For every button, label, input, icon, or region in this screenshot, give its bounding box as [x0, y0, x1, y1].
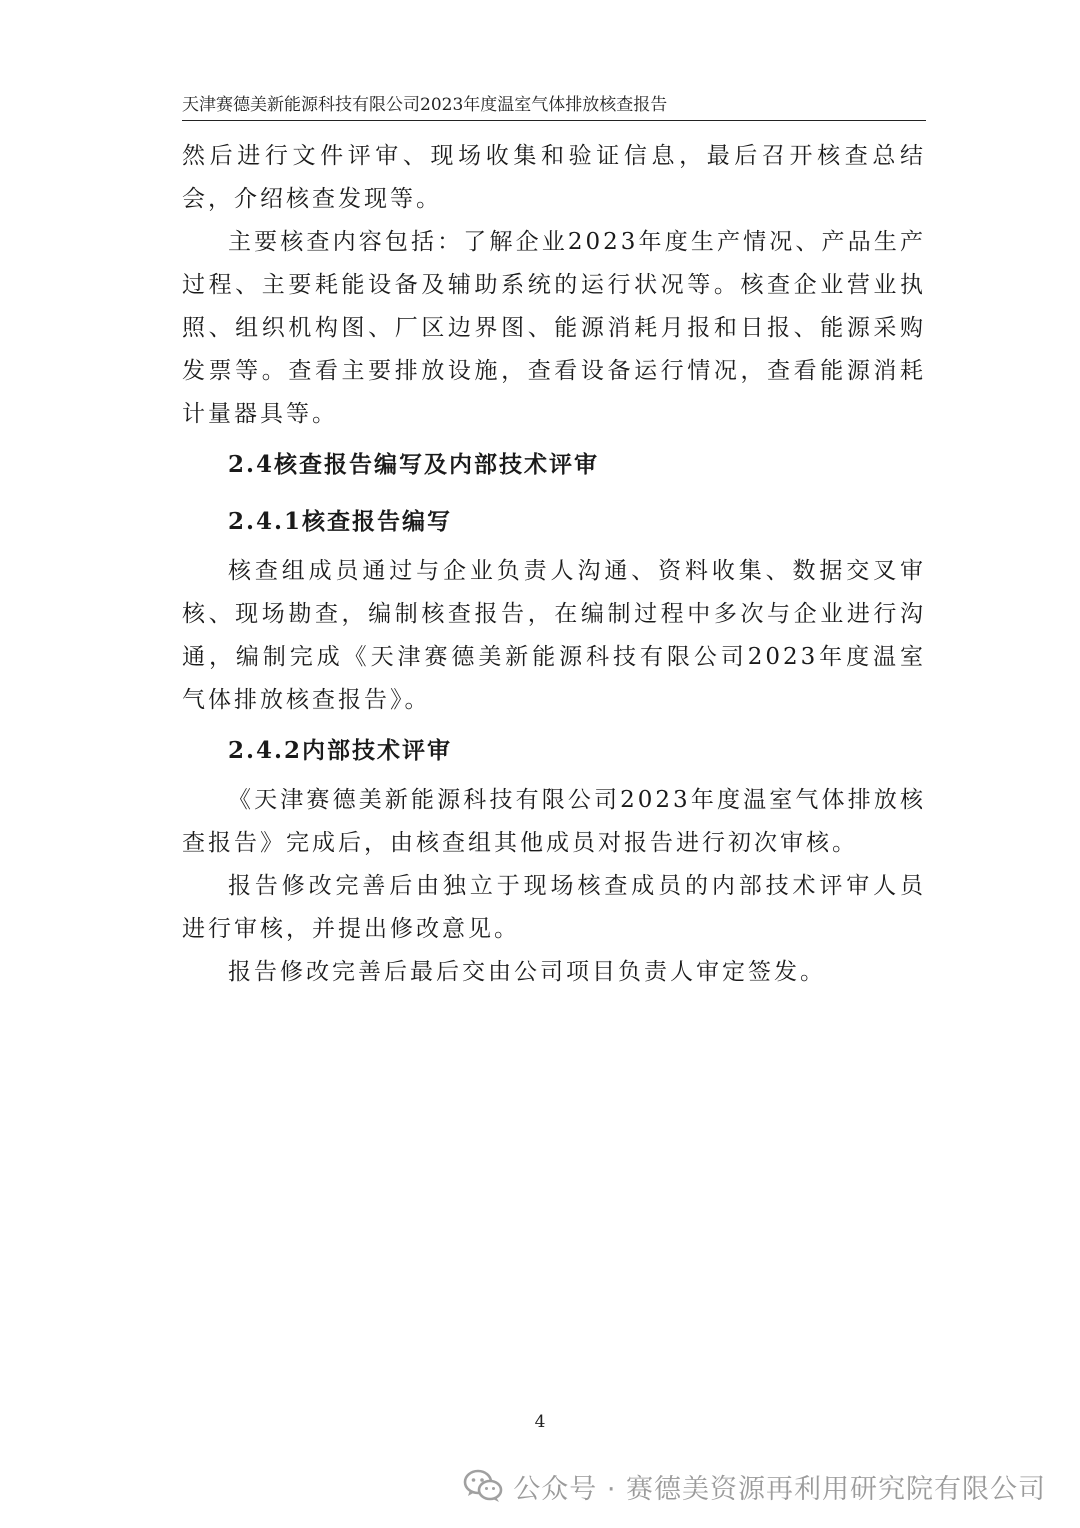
wechat-watermark — [463, 1462, 1046, 1510]
paragraph-continuation: 然后进行文件评审、现场收集和验证信息，最后召开核查总结会，介绍核查发现等。 — [182, 143, 926, 212]
paragraph-initial-review: 《天津赛德美新能源科技有限公司2023年度温室气体排放核查报告》完成后，由核查组其他成员对报告进行初次审核。 — [182, 787, 926, 856]
page-header-title: 天津赛德美新能源科技有限公司2023年度温室气体排放核查报告 — [182, 95, 668, 115]
paragraph-report-writing: 核查组成员通过与企业负责人沟通、资料收集、数据交叉审核、现场勘查，编制核查报告，在编制过程中多次与企业进行沟通，编制完成《天津赛德美新能源科技有限公司2023年度温室气体排放核查报告》。 — [182, 558, 926, 713]
page-header — [182, 94, 926, 121]
page-number: 4 — [534, 1412, 546, 1432]
document-body — [182, 135, 926, 994]
watermark-text: 公众号 · 赛德美资源再利用研究院有限公司 — [513, 1473, 1046, 1505]
section-heading-2-4-1: 2.4.1核查报告编写 — [228, 508, 453, 535]
section-heading-2-4: 2.4核查报告编写及内部技术评审 — [228, 451, 600, 478]
wechat-icon — [463, 1469, 503, 1503]
paragraph-main-content: 主要核查内容包括：了解企业2023年度生产情况、产品生产过程、主要耗能设备及辅助系统的运行状况等。核查企业营业执照、组织机构图、厂区边界图、能源消耗月报和日报、能源采购发票等。查看主要排放设施，查看设备运行情况，查看能源消耗计量器具等。 — [182, 229, 926, 427]
paragraph-final-approval: 报告修改完善后最后交由公司项目负责人审定签发。 — [228, 959, 826, 985]
paragraph-technical-review: 报告修改完善后由独立于现场核查成员的内部技术评审人员进行审核，并提出修改意见。 — [182, 873, 926, 942]
section-heading-2-4-2: 2.4.2内部技术评审 — [228, 737, 453, 764]
